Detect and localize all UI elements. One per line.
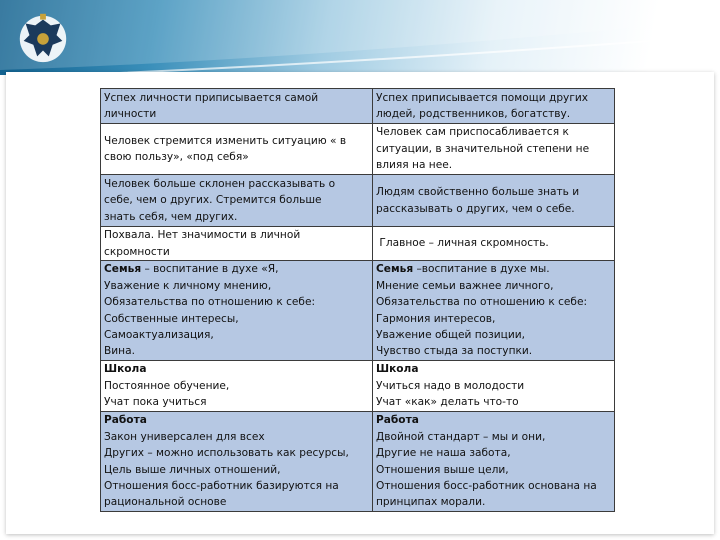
section-heading: Школа — [376, 363, 419, 376]
right-cell: Школа Учиться надо в молодости Учат «как» делать что-то — [373, 361, 615, 412]
left-cell: Похвала. Нет значимости в личной скромности — [101, 227, 373, 261]
section-heading: Семья — [104, 263, 142, 276]
table-row — [101, 261, 615, 361]
right-cell: Человек сам приспосабливается к ситуации, в значительной степени не влияя на нее. — [373, 124, 615, 175]
right-cell: Успех приписывается помощи других людей, родственников, богатству. — [373, 89, 615, 124]
table-row — [101, 412, 615, 512]
left-cell: Человек стремится изменить ситуацию « в свою пользу», «под себя» — [101, 124, 373, 175]
right-cell: Главное – личная скромность. — [373, 227, 615, 261]
comparison-table — [100, 88, 615, 512]
left-cell: Работа Закон универсален для всех Других – можно использовать как ресурсы, Цель выше личных отношений, Отношения босс-работник базируются на рациональной основе — [101, 412, 373, 512]
table-row — [101, 361, 615, 412]
right-cell: Работа Двойной стандарт – мы и они, Другие не наша забота, Отношения выше цели, Отношения босс-работник основана на принципах морали. — [373, 412, 615, 512]
right-cell: Людям свойственно больше знать и рассказывать о других, чем о себе. — [373, 175, 615, 227]
left-cell: Семья – воспитание в духе «Я, Уважение к личному мнению, Обязательства по отношению к себе: Собственные интересы, Самоактуализация, Вина. — [101, 261, 373, 361]
left-cell: Школа Постоянное обучение, Учат пока учиться — [101, 361, 373, 412]
table-row — [101, 175, 615, 227]
section-heading: Семья — [376, 263, 414, 276]
table-row — [101, 89, 615, 124]
section-heading: Работа — [376, 414, 419, 427]
section-heading: Школа — [104, 363, 147, 376]
left-cell: Успех личности приписывается самой личности — [101, 89, 373, 124]
left-cell: Человек больше склонен рассказывать о себе, чем о других. Стремится больше знать себя, чем других. — [101, 175, 373, 227]
table-row — [101, 227, 615, 261]
table-row — [101, 124, 615, 175]
right-cell: Семья –воспитание в духе мы. Мнение семьи важнее личного, Обязательства по отношению к себе: Гармония интересов, Уважение общей позиции, Чувство стыда за поступки. — [373, 261, 615, 361]
section-heading: Работа — [104, 414, 147, 427]
eagle-emblem-icon — [14, 8, 72, 66]
